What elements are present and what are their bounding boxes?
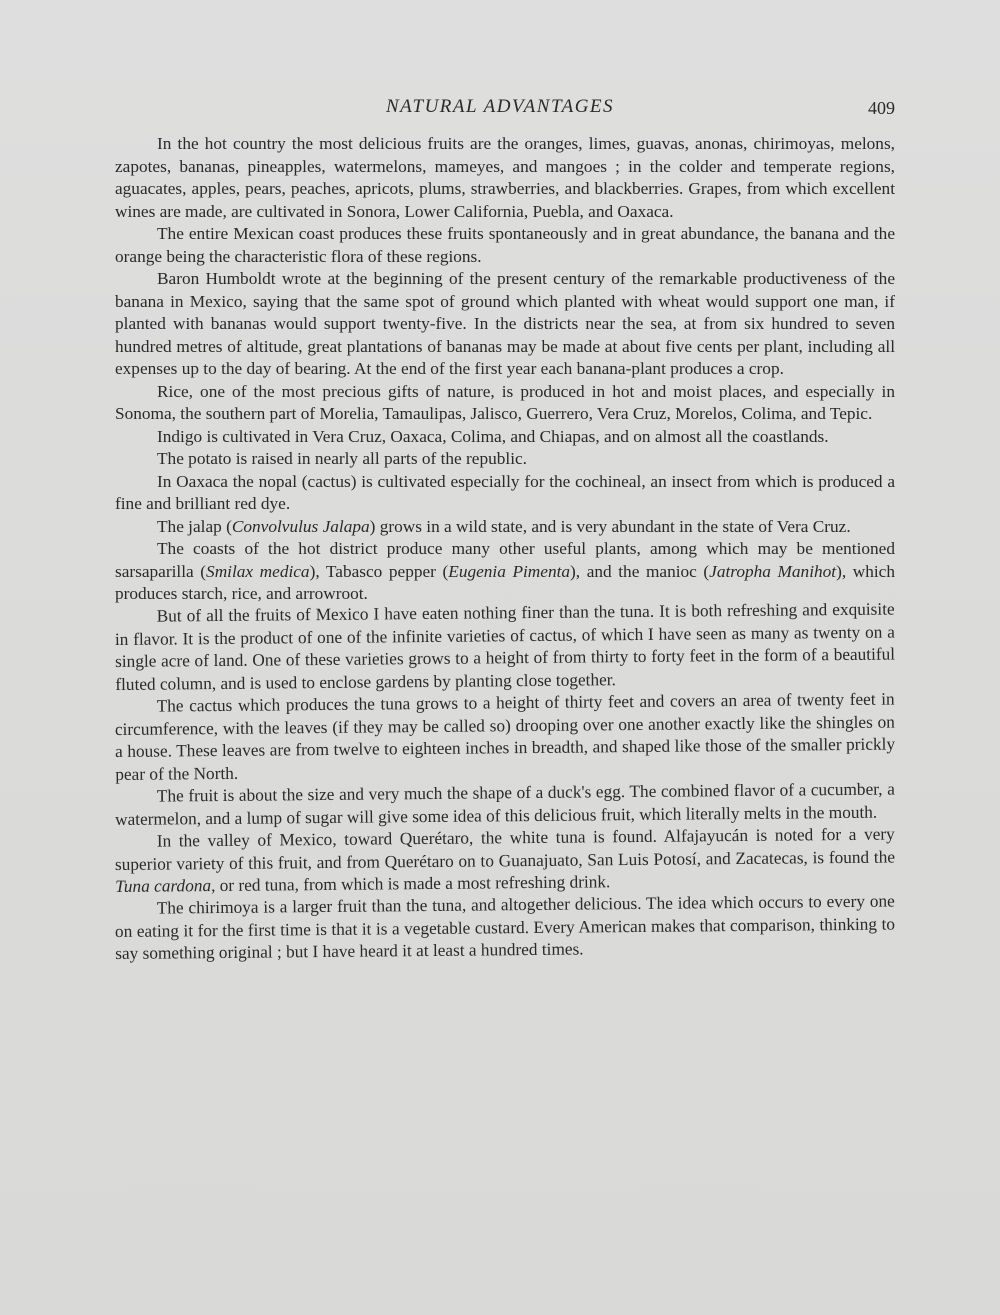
valley-text-after: , or red tuna, from which is made a most refreshing drink. xyxy=(210,871,611,895)
plants-text-4: ), which produces starch, rice, and arrowroot. xyxy=(115,561,895,603)
paragraph-tuna: But of all the fruits of Mexico I have eaten nothing finer than the tuna. It is both refreshing and exquisite in flavor. It is the product of one of the infinite varieties of cactus, of which I have seen as many as twenty on a single acre of land. One of these varieties grows to a height of from thirty to forty feet in the form of a beautiful fluted column, and is used to enclose gardens by planting close together. xyxy=(114,599,896,693)
jalap-text-before: The jalap ( xyxy=(157,516,232,536)
paragraph-cactus: The cactus which produces the tuna grows to a height of thirty feet and covers an area of twenty feet in circumference, with the leaves (if they may be called so) drooping over one another exactly like the shingles on a house. These leaves are from twelve to eighteen inches in breadth, and shaped like those of the smaller prickly pear of the North. xyxy=(114,689,896,783)
plants-text-2: ), Tabasco pepper ( xyxy=(309,561,449,581)
paragraph-useful-plants xyxy=(115,538,895,606)
manioc-species-name: Jatropha Manihot xyxy=(709,561,837,581)
paragraph-nopal: In Oaxaca the nopal (cactus) is cultivated especially for the cochineal, an insect from which is produced a fine and brilliant red dye. xyxy=(115,471,895,513)
jalap-species-name: Convolvulus Jalapa xyxy=(231,516,370,536)
jalap-text-after: ) grows in a wild state, and is very abundant in the state of Vera Cruz. xyxy=(369,516,851,536)
paragraph-fruits: In the hot country the most delicious fruits are the oranges, limes, guavas, anonas, chirimoyas, melons, zapotes, bananas, pineapples, watermelons, mameyes, and mangoes ; in the colder and temperate regions, aguacates, apples, pears, peaches, apricots, plums, strawberries, and blackberries. Grapes, from which excellent wines are made, are cultivated in Sonora, Lower California, Puebla, and Oaxaca. xyxy=(115,134,895,221)
valley-text-before: In the valley of Mexico, toward Querétaro, the white tuna is found. Alfajayucán is noted for a very superior variety of this fruit, and from Querétaro on to Guanajuato, San Luis Potosí, and Zacatecas, is found the xyxy=(114,824,896,873)
tuna-cardona-name: Tuna cardona xyxy=(115,875,212,896)
plants-text-1: The coasts of the hot district produce many other useful plants, among which may be mentioned sarsaparilla ( xyxy=(115,539,895,581)
page-number: 409 xyxy=(868,98,895,118)
paragraph-jalap xyxy=(115,516,895,539)
paragraph-chirimoya: The chirimoya is a larger fruit than the tuna, and altogether delicious. The idea which occurs to every one on eating it for the first time is that it is a vegetable custard. Every American makes that comparison, thinking to say something original ; but I have heard it at least a hundred times. xyxy=(114,891,896,963)
paragraph-valley xyxy=(115,823,896,898)
paragraph-humboldt: Baron Humboldt wrote at the beginning of the present century of the remarkable productiveness of the banana in Mexico, saying that the same spot of ground which planted with wheat would support one man, if planted with bananas would support twenty-five. In the districts near the sea, at from six hundred to seven hundred metres of altitude, great plantations of bananas may be made at about five cents per plant, including all expenses up to the day of bearing. At the end of the first year each banana-plant produces a crop. xyxy=(115,269,895,378)
paragraph-potato: The potato is raised in nearly all parts of the republic. xyxy=(157,449,527,468)
pepper-species-name: Eugenia Pimenta xyxy=(448,561,571,581)
page-header xyxy=(0,96,1000,126)
paragraph-rice: Rice, one of the most precious gifts of nature, is produced in hot and moist places, and especially in Sonoma, the southern part of Morelia, Tamaulipas, Jalisco, Guerrero, Vera Cruz, Morelos, Colima, and Tepic. xyxy=(115,381,895,423)
plants-text-3: ), and the manioc ( xyxy=(570,561,710,581)
paragraph-fruit-egg: The fruit is about the size and very much the shape of a duck's egg. The combined flavor of a cucumber, a watermelon, and a lump of sugar will give some idea of this delicious fruit, which literally melts in the mouth. xyxy=(115,779,895,828)
paragraph-indigo: Indigo is cultivated in Vera Cruz, Oaxaca, Colima, and Chiapas, and on almost all the coastlands. xyxy=(157,426,829,446)
paragraph-coast: The entire Mexican coast produces these fruits spontaneously and in great abundance, the banana and the orange being the characteristic flora of these regions. xyxy=(115,224,895,266)
sarsaparilla-species-name: Smilax medica xyxy=(206,561,310,581)
running-title: NATURAL ADVANTAGES xyxy=(385,96,615,117)
body-text xyxy=(115,133,895,966)
